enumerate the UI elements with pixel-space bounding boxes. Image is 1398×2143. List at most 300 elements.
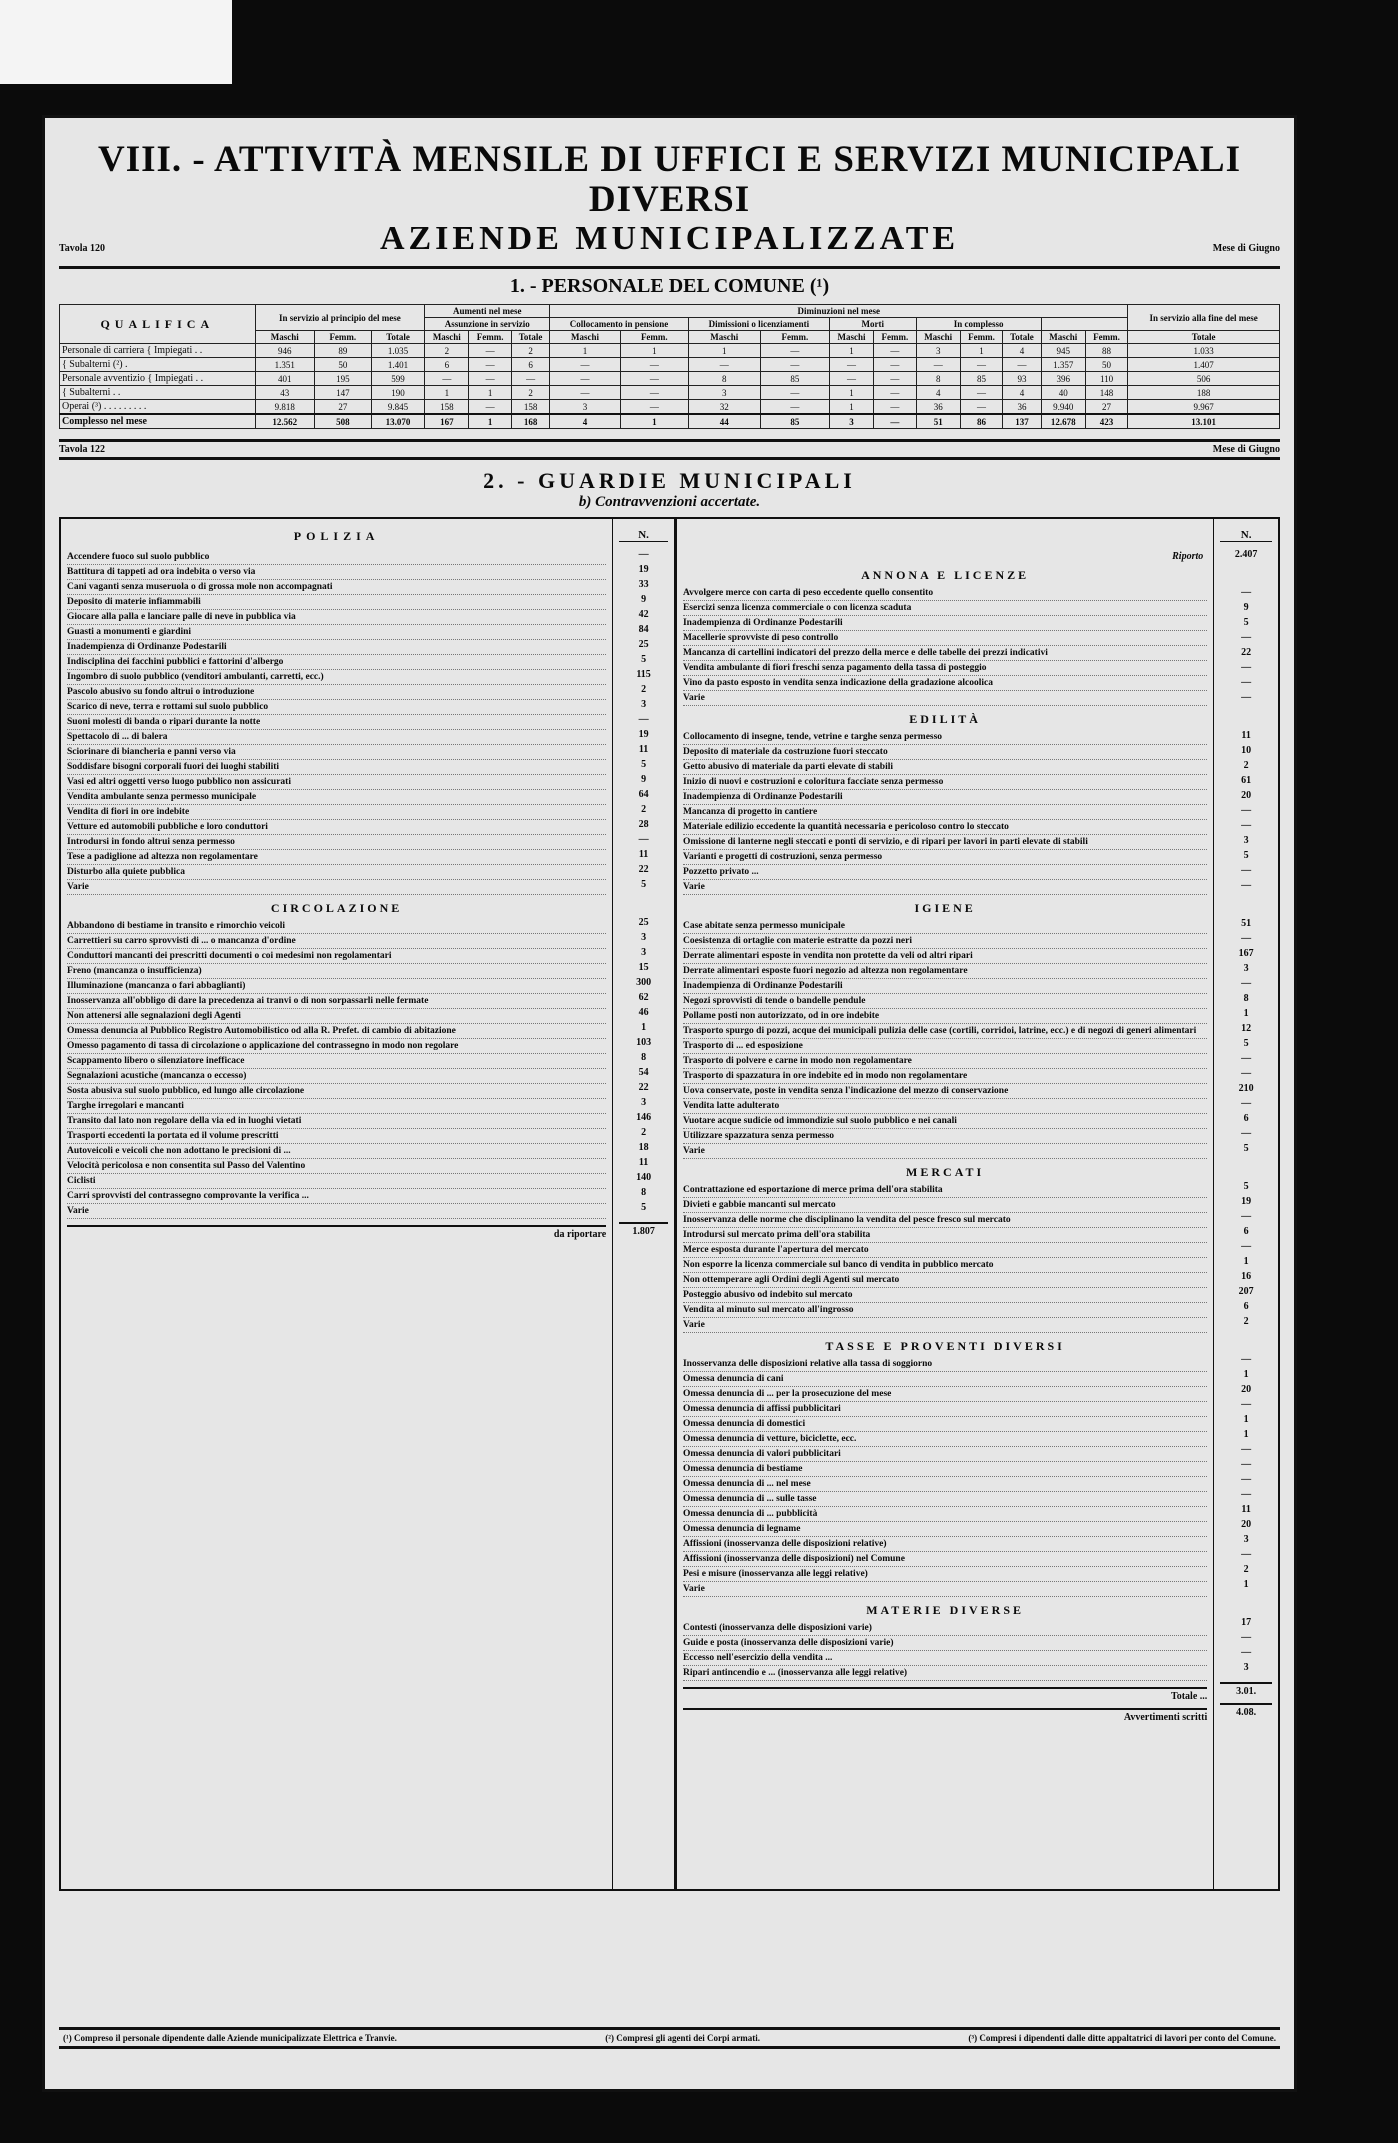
list-item: Varie [67, 880, 606, 895]
table-cell: 1.035 [371, 344, 424, 358]
item-count: 20 [1241, 1519, 1252, 1530]
group-heading-spacer [1220, 706, 1272, 729]
item-count: 8 [641, 1187, 647, 1198]
sub-header-cell: Maschi [1041, 331, 1085, 344]
list-item: Vasi ed altri oggetti verso luogo pubblico non assicurati [67, 775, 606, 790]
item-count: 1 [1243, 1008, 1249, 1019]
list-item: Vetture ed automobili pubbliche e loro conduttori [67, 820, 606, 835]
table-cell: 1 [688, 344, 760, 358]
list-item: Vino da pasto esposto in vendita senza indicazione della gradazione alcoolica [683, 676, 1207, 691]
table-cell: — [829, 372, 873, 386]
item-count: — [1241, 1128, 1252, 1139]
table-cell: — [425, 372, 469, 386]
list-item: Varie [683, 1318, 1207, 1333]
sub-header-cell: Maschi [255, 331, 314, 344]
table-cell: — [469, 344, 511, 358]
list-item: Non ottemperare agli Ordini degli Agenti sul mercato [683, 1273, 1207, 1288]
row-label: { Subalterni (²) . [60, 358, 256, 372]
row-label: { Subalterni . . [60, 386, 256, 400]
sub-header-cell: Maschi [550, 331, 621, 344]
table-cell: 1.033 [1128, 344, 1280, 358]
item-count: 2 [1243, 1316, 1249, 1327]
table-cell: 158 [425, 400, 469, 415]
table-cell: 13.070 [371, 414, 424, 429]
table-cell: 4 [916, 386, 960, 400]
group-heading: EDILITÀ [909, 712, 981, 726]
table-cell: — [874, 358, 916, 372]
item-count: 167 [1238, 948, 1254, 959]
table-cell: 396 [1041, 372, 1085, 386]
left-total-label: da riportare [67, 1225, 606, 1240]
list-item: Varie [683, 1582, 1207, 1597]
table-cell: — [511, 372, 549, 386]
list-item: Pascolo abusivo su fondo altrui o introduzione [67, 685, 606, 700]
row-label: Personale di carriera { Impiegati . . [60, 344, 256, 358]
item-count: — [638, 549, 649, 560]
item-count: 22 [1241, 647, 1252, 658]
list-item: Conduttori mancanti dei prescritti documenti o coi medesimi non regolamentari [67, 949, 606, 964]
list-item: Omessa denuncia di ... per la prosecuzione del mese [683, 1387, 1207, 1402]
list-item: Vuotare acque sudicie od immondizie sul suolo pubblico e nei canali [683, 1114, 1207, 1129]
table-cell: 508 [314, 414, 371, 429]
list-item: Trasporti eccedenti la portata ed il volume prescritti [67, 1129, 606, 1144]
list-item: Varie [683, 691, 1207, 706]
list-item: Pollame posti non autorizzato, od in ore indebite [683, 1009, 1207, 1024]
list-item: Giocare alla palla e lanciare palle di neve in pubblica via [67, 610, 606, 625]
item-count: 207 [1238, 1286, 1254, 1297]
sub-header-cell: Maschi [916, 331, 960, 344]
item-count: 20 [1241, 1384, 1252, 1395]
table-cell: — [469, 372, 511, 386]
item-count: 146 [636, 1112, 652, 1123]
item-count: — [1241, 978, 1252, 989]
table-cell: 8 [688, 372, 760, 386]
table-cell: 3 [688, 386, 760, 400]
item-count: 17 [1241, 1617, 1252, 1628]
item-count: 19 [638, 564, 649, 575]
tavola-label: Tavola 120 [59, 243, 106, 254]
item-count: 1 [1243, 1429, 1249, 1440]
list-item: Omessa denuncia di valori pubblicitari [683, 1447, 1207, 1462]
table-cell: 945 [1041, 344, 1085, 358]
list-item: Omesso pagamento di tassa di circolazione o applicazione del contrassegno in modo non regolare [67, 1039, 606, 1054]
item-count: — [1241, 1068, 1252, 1079]
section2-subtitle: b) Contravvenzioni accertate. [578, 494, 761, 510]
list-item: Guide e posta (inosservanza delle disposizioni varie) [683, 1636, 1207, 1651]
group-heading: ANNONA E LICENZE [861, 568, 1030, 582]
list-item: Omessa denuncia di ... sulle tasse [683, 1492, 1207, 1507]
item-count: — [1241, 1632, 1252, 1643]
item-count: — [1241, 820, 1252, 831]
table-cell: — [1003, 358, 1041, 372]
table-cell: 167 [425, 414, 469, 429]
table-row [60, 386, 1280, 400]
list-item: Mancanza di progetto in cantiere [683, 805, 1207, 820]
table-cell: 168 [511, 414, 549, 429]
group-heading-spacer [1220, 1593, 1272, 1616]
row-label: Operai (³) . . . . . . . . . [60, 400, 256, 415]
item-count: 3 [641, 947, 647, 958]
list-item: Omessa denuncia di domestici [683, 1417, 1207, 1432]
item-count: 9 [1243, 602, 1249, 613]
table-cell: 40 [1041, 386, 1085, 400]
table-cell: 50 [314, 358, 371, 372]
item-count: 61 [1241, 775, 1252, 786]
list-item: Mancanza di cartellini indicatori del prezzo della merce e delle tabelle dei prezzi indicativi [683, 646, 1207, 661]
item-count: — [1241, 1474, 1252, 1485]
table-cell: 188 [1128, 386, 1280, 400]
group-heading-spacer [1220, 563, 1272, 586]
table-cell: 3 [916, 344, 960, 358]
item-count: 10 [1241, 745, 1252, 756]
group-heading: MERCATI [906, 1165, 985, 1179]
item-count: 3 [1243, 1662, 1249, 1673]
table-cell: 12.562 [255, 414, 314, 429]
item-count: 3 [1243, 835, 1249, 846]
item-count: — [1241, 1489, 1252, 1500]
contraventions-table [59, 517, 1280, 1891]
list-item: Introdursi in fondo altrui senza permesso [67, 835, 606, 850]
col-inizio: In servizio al principio del mese [255, 305, 425, 331]
list-item: Negozi sprovvisti di tende o bandelle pendule [683, 994, 1207, 1009]
list-item: Deposito di materiale da costruzione fuori steccato [683, 745, 1207, 760]
item-count: 210 [1238, 1083, 1254, 1094]
item-count: 5 [1243, 617, 1249, 628]
list-item: Autoveicoli e veicoli che non adottano le precisioni di ... [67, 1144, 606, 1159]
list-item: Guasti a monumenti e giardini [67, 625, 606, 640]
item-count: 5 [1243, 1143, 1249, 1154]
list-item: Introdursi sul mercato prima dell'ora stabilita [683, 1228, 1207, 1243]
table-cell: — [960, 400, 1002, 415]
list-item: Trasporto di spazzatura in ore indebite ed in modo non regolamentare [683, 1069, 1207, 1084]
item-count: 5 [641, 1202, 647, 1213]
item-count: 42 [638, 609, 649, 620]
sub-header-cell: Maschi [425, 331, 469, 344]
table-cell: 1 [960, 344, 1002, 358]
list-item: Sciorinare di biancheria e panni verso via [67, 745, 606, 760]
item-count: — [638, 834, 649, 845]
item-count: 28 [638, 819, 649, 830]
footnote-3: (³) Compresi i dipendenti dalle ditte appaltatrici di lavori per conto del Comune. [968, 2033, 1276, 2043]
col-collocamento: Collocamento in pensione [550, 318, 689, 331]
n-heading: N. [619, 529, 668, 542]
list-item: Collocamento di insegne, tende, vetrine e targhe senza permesso [683, 730, 1207, 745]
list-item: Battitura di tappeti ad ora indebita o verso via [67, 565, 606, 580]
table-cell: 32 [688, 400, 760, 415]
page-title: VIII. - ATTIVITÀ MENSILE DI UFFICI E SERVIZI MUNICIPALI DIVERSI [98, 139, 1241, 220]
table-cell: — [550, 358, 621, 372]
table-cell: 1 [425, 386, 469, 400]
sub-header-cell: Totale [511, 331, 549, 344]
list-item: Ciclisti [67, 1174, 606, 1189]
item-count: — [1241, 1459, 1252, 1470]
item-count: — [1241, 587, 1252, 598]
list-item: Omissione di lanterne negli steccati e ponti di servizio, e di ripari per lavori in parti elevate di stabili [683, 835, 1207, 850]
item-count: 115 [636, 669, 651, 680]
document-page [42, 115, 1297, 2092]
table-cell: — [874, 372, 916, 386]
table-row [60, 344, 1280, 358]
list-item: Affissioni (inosservanza delle disposizioni relative) [683, 1537, 1207, 1552]
riporto-value: 2.407 [1234, 549, 1258, 560]
list-item: Cani vaganti senza museruola o di grossa mole non accompagnati [67, 580, 606, 595]
table-cell: 3 [550, 400, 621, 415]
item-count: 46 [638, 1007, 649, 1018]
table-cell: — [874, 386, 916, 400]
item-count: 5 [1243, 850, 1249, 861]
table-cell: — [760, 400, 829, 415]
item-count: — [1241, 1399, 1252, 1410]
list-item: Segnalazioni acustiche (mancanza o eccesso) [67, 1069, 606, 1084]
table-cell: 36 [916, 400, 960, 415]
table-cell: 148 [1085, 386, 1127, 400]
item-count: 11 [638, 1157, 649, 1168]
right-total-label: Totale ... [683, 1687, 1207, 1702]
table-cell: — [620, 386, 688, 400]
list-item: Ripari antincendio e ... (inosservanza alle leggi relative) [683, 1666, 1207, 1681]
item-count: — [638, 714, 649, 725]
table-cell: 9.845 [371, 400, 424, 415]
list-item: Omessa denuncia di vetture, biciclette, ecc. [683, 1432, 1207, 1447]
personnel-body [60, 344, 1280, 429]
item-count: 6 [1243, 1113, 1249, 1124]
table-cell: 85 [960, 372, 1002, 386]
left-numbers [613, 519, 677, 1889]
item-count: 1 [1243, 1579, 1249, 1590]
list-item: Suoni molesti di banda o ripari durante la notte [67, 715, 606, 730]
list-item: Contrattazione ed esportazione di merce prima dell'ora stabilita [683, 1183, 1207, 1198]
col-aumenti: Aumenti nel mese [425, 305, 550, 318]
table-cell: — [550, 386, 621, 400]
item-count: 3 [1243, 1534, 1249, 1545]
item-count: 2 [641, 684, 647, 695]
page-header [59, 140, 1280, 258]
list-item: Targhe irregolari e mancanti [67, 1099, 606, 1114]
col-spacer [1041, 318, 1128, 331]
list-item: Velocità pericolosa e non consentita sul Passo del Valentino [67, 1159, 606, 1174]
item-count: — [1241, 1647, 1252, 1658]
table-cell: 85 [760, 372, 829, 386]
item-count: 20 [1241, 790, 1252, 801]
right-heading-spacer [683, 529, 1207, 545]
table-cell: 423 [1085, 414, 1127, 429]
table-cell: — [620, 400, 688, 415]
item-count: 8 [1243, 993, 1249, 1004]
item-count: — [1241, 632, 1252, 643]
section1-title: 1. - PERSONALE DEL COMUNE (¹) [509, 275, 830, 297]
item-count: 22 [638, 864, 649, 875]
list-item: Affissioni (inosservanza delle disposizioni) nel Comune [683, 1552, 1207, 1567]
table-cell: — [760, 386, 829, 400]
table-cell: 4 [1003, 344, 1041, 358]
list-item: Inadempienza di Ordinanze Podestarili [683, 979, 1207, 994]
list-item: Ingombro di suolo pubblico (venditori ambulanti, carretti, ecc.) [67, 670, 606, 685]
list-item: Transito dal lato non regolare della via ed in luoghi vietati [67, 1114, 606, 1129]
table-cell: 2 [511, 344, 549, 358]
n-heading-right: N. [1220, 529, 1272, 542]
item-count: 2 [1243, 760, 1249, 771]
list-item: Avvolgere merce con carta di peso eccedente quello consentito [683, 586, 1207, 601]
group-heading-spacer [1220, 1157, 1272, 1180]
table-cell: 6 [511, 358, 549, 372]
list-item: Carrettieri su carro sprovvisti di ... o mancanza d'ordine [67, 934, 606, 949]
item-count: 103 [636, 1037, 652, 1048]
item-count: — [1241, 1098, 1252, 1109]
list-item: Sosta abusiva sul suolo pubblico, ed lungo alle circolazione [67, 1084, 606, 1099]
sub-header-cell: Maschi [688, 331, 760, 344]
table-cell: — [469, 358, 511, 372]
list-item: Non attenersi alle segnalazioni degli Agenti [67, 1009, 606, 1024]
list-item: Inosservanza delle disposizioni relative alla tassa di soggiorno [683, 1357, 1207, 1372]
row-label: Complesso nel mese [60, 414, 256, 429]
item-count: 64 [638, 789, 649, 800]
list-item: Omessa denuncia di legname [683, 1522, 1207, 1537]
table-cell: 158 [511, 400, 549, 415]
list-item: Varie [67, 1204, 606, 1219]
left-labels [61, 519, 613, 1889]
list-item: Uova conservate, poste in vendita senza l'indicazione del mezzo di conservazione [683, 1084, 1207, 1099]
list-item: Omessa denuncia di affissi pubblicitari [683, 1402, 1207, 1417]
riporto-label: Riporto [1172, 551, 1204, 562]
right-labels [677, 519, 1214, 1889]
item-count: 2 [641, 1127, 647, 1138]
item-count: 9 [641, 594, 647, 605]
group-heading: IGIENE [914, 901, 976, 915]
right-total-value: 3.01. [1220, 1682, 1272, 1697]
item-count: — [1241, 1354, 1252, 1365]
table-cell: — [874, 414, 916, 429]
item-count: — [1241, 933, 1252, 944]
table-cell: — [688, 358, 760, 372]
table-cell: 13.101 [1128, 414, 1280, 429]
table-cell: 27 [314, 400, 371, 415]
table-cell: — [829, 358, 873, 372]
item-count: 2 [641, 804, 647, 815]
list-item: Materiale edilizio eccedente la quantità necessaria e pericoloso contro lo steccato [683, 820, 1207, 835]
personnel-table [59, 304, 1280, 429]
list-item: Inosservanza all'obbligo di dare la precedenza ai tranvi o di non sorpassarli nelle fermate [67, 994, 606, 1009]
list-item: Deposito di materie infiammabili [67, 595, 606, 610]
list-item: Freno (mancanza o insufficienza) [67, 964, 606, 979]
list-item: Inizio di nuovi e costruzioni e coloritura facciate senza permesso [683, 775, 1207, 790]
table-cell: — [760, 344, 829, 358]
table-row [60, 414, 1280, 429]
item-count: 3 [641, 699, 647, 710]
polizia-heading: POLIZIA [293, 529, 380, 543]
table-cell: — [916, 358, 960, 372]
list-item: Soddisfare bisogni corporali fuori dei luoghi stabiliti [67, 760, 606, 775]
list-item: Vendita ambulante di fiori freschi senza pagamento della tassa di posteggio [683, 661, 1207, 676]
list-item: Varie [683, 1144, 1207, 1159]
sub-header-cell: Femm. [760, 331, 829, 344]
list-item: Derrate alimentari esposte fuori negozio ad altezza non regolamentare [683, 964, 1207, 979]
list-item: Utilizzare spazzatura senza permesso [683, 1129, 1207, 1144]
item-count: 12 [1241, 1023, 1252, 1034]
col-complesso: In complesso [916, 318, 1041, 331]
table-cell: 8 [916, 372, 960, 386]
sub-header-cell: Femm. [620, 331, 688, 344]
list-item: Eccesso nell'esercizio della vendita ... [683, 1651, 1207, 1666]
list-item: Trasporto di polvere e carne in modo non regolamentare [683, 1054, 1207, 1069]
item-count: 16 [1241, 1271, 1252, 1282]
item-count: 25 [638, 917, 649, 928]
item-count: 3 [641, 1097, 647, 1108]
avvertimenti-value: 4.08. [1220, 1703, 1272, 1718]
item-count: — [1241, 880, 1252, 891]
scan-corner [0, 0, 232, 84]
item-count: 11 [638, 744, 649, 755]
list-item: Spettacolo di ... di balera [67, 730, 606, 745]
list-item: Omessa denuncia di bestiame [683, 1462, 1207, 1477]
list-item: Vendita al minuto sul mercato all'ingrosso [683, 1303, 1207, 1318]
item-count: — [1241, 1444, 1252, 1455]
item-count: — [1241, 805, 1252, 816]
divider [59, 266, 1280, 269]
col-dimissioni: Dimissioni o licenziamenti [688, 318, 829, 331]
table-cell: — [874, 344, 916, 358]
table-cell: 1 [829, 386, 873, 400]
table-cell: 1.357 [1041, 358, 1085, 372]
group-heading-spacer [1220, 1330, 1272, 1353]
list-item: Varie [683, 880, 1207, 895]
group-heading: TASSE E PROVENTI DIVERSI [825, 1339, 1065, 1353]
list-item: Abbandono di bestiame in transito e rimorchio veicoli [67, 919, 606, 934]
list-item: Trasporto spurgo di pozzi, acque dei municipali pulizia delle case (cortili, corridoi, latrine, ecc.) e di negozi di generi alimentari [683, 1024, 1207, 1039]
list-item: Scappamento libero o silenziatore inefficace [67, 1054, 606, 1069]
table-cell: 85 [760, 414, 829, 429]
sub-header-cell: Totale [1128, 331, 1280, 344]
item-count: 5 [641, 654, 647, 665]
list-item: Vendita ambulante senza permesso municipale [67, 790, 606, 805]
item-count: 1 [1243, 1256, 1249, 1267]
table-cell: 401 [255, 372, 314, 386]
list-item: Disturbo alla quiete pubblica [67, 865, 606, 880]
list-item: Vendita di fiori in ore indebite [67, 805, 606, 820]
item-count: 51 [1241, 918, 1252, 929]
sub-header-cell: Totale [1003, 331, 1041, 344]
list-item: Pesi e misure (inosservanza alle leggi relative) [683, 1567, 1207, 1582]
item-count: 33 [638, 579, 649, 590]
item-count: 3 [641, 932, 647, 943]
item-count: 22 [638, 1082, 649, 1093]
list-item: Tese a padiglione ad altezza non regolamentare [67, 850, 606, 865]
table-cell: 44 [688, 414, 760, 429]
table-cell: 1 [620, 344, 688, 358]
table-cell: 4 [550, 414, 621, 429]
table-cell: 1 [469, 414, 511, 429]
item-count: 54 [638, 1067, 649, 1078]
list-item: Inadempienza di Ordinanze Podestarili [67, 640, 606, 655]
left-total-value: 1.807 [619, 1222, 668, 1237]
sub-header-cell: Femm. [874, 331, 916, 344]
table-cell: 9.967 [1128, 400, 1280, 415]
list-item: Coesistenza di ortaglie con materie estratte da pozzi neri [683, 934, 1207, 949]
table-cell: — [620, 358, 688, 372]
item-count: 3 [1243, 963, 1249, 974]
list-item: Getto abusivo di materiale da parti elevate di stabili [683, 760, 1207, 775]
item-count: 5 [1243, 1038, 1249, 1049]
table-cell: 506 [1128, 372, 1280, 386]
list-item: Vendita latte adulterato [683, 1099, 1207, 1114]
table-cell: 1 [829, 400, 873, 415]
list-item: Inadempienza di Ordinanze Podestarili [683, 790, 1207, 805]
item-count: 6 [1243, 1301, 1249, 1312]
tavola2-label: Tavola 122 [59, 444, 106, 455]
table-cell: 51 [916, 414, 960, 429]
item-count: 15 [638, 962, 649, 973]
table-cell: 93 [1003, 372, 1041, 386]
sub-header-cell: Femm. [469, 331, 511, 344]
